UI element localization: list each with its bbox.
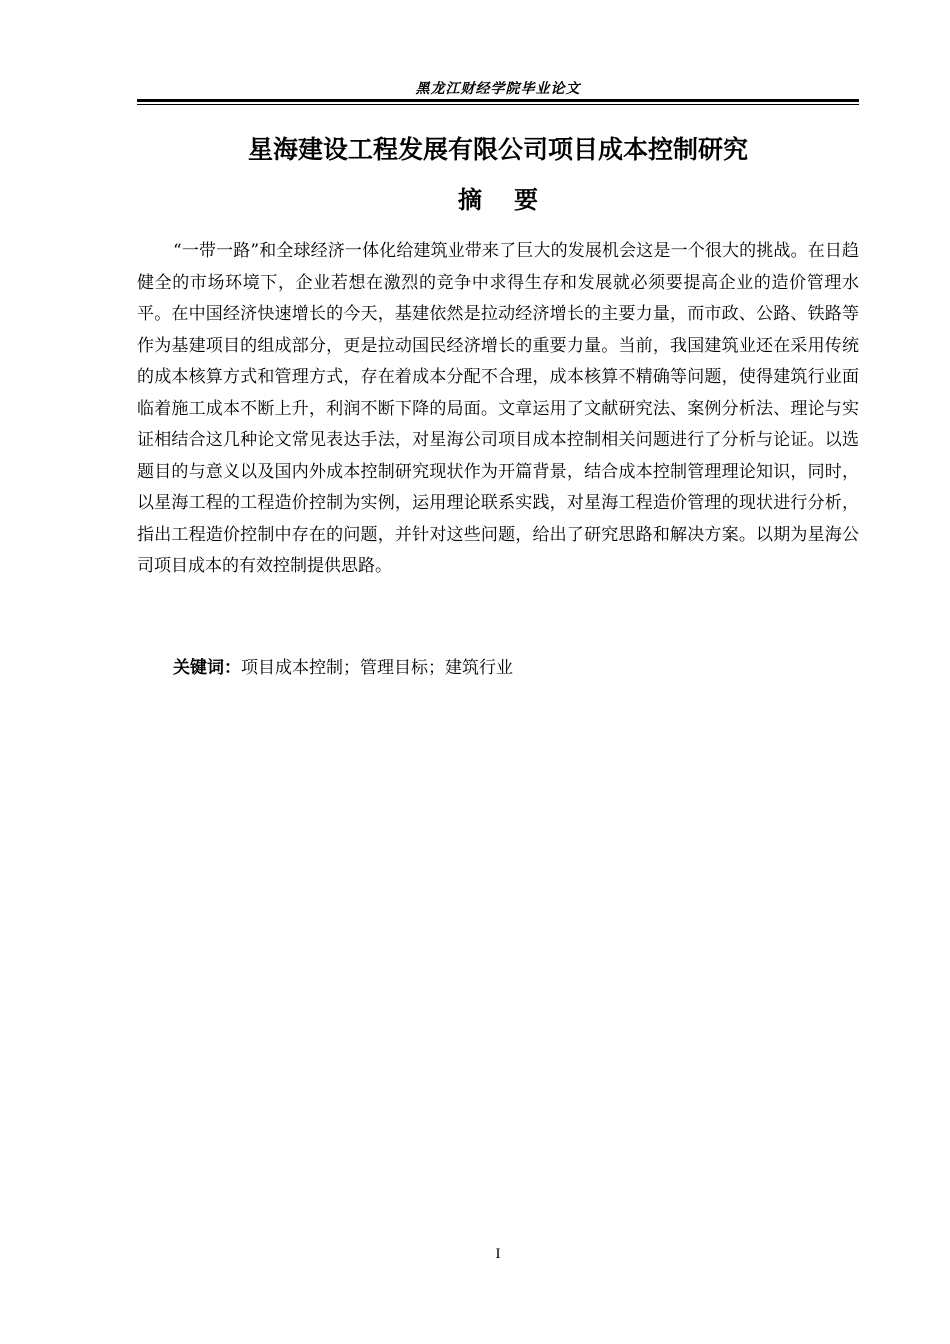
running-header: 黑龙江财经学院毕业论文 bbox=[415, 81, 581, 97]
abstract-paragraph: “一带一路”和全球经济一体化给建筑业带来了巨大的发展机会这是一个很大的挑战。在日趋健全的市场环境下，企业若想在激烈的竞争中求得生存和发展就必须要提高企业的造价管理水平。在中国经济快速增长的今天，基建依然是拉动经济增长的主要力量，而市政、公路、铁路等作为基建项目的组成部分，更是拉动国民经济增长的重要力量。当前，我国建筑业还在采用传统的成本核算方式和管理方式，存在着成本分配不合理，成本核算不精确等问题，使得建筑行业面临着施工成本不断上升，利润不断下降的局面。文章运用了文献研究法、案例分析法、理论与实证相结合这几种论文常见表达手法，对星海公司项目成本控制相关问题进行了分析与论证。以选题目的与意义以及国内外成本控制研究现状作为开篇背景，结合成本控制管理理论知识，同时，以星海工程的工程造价控制为实例，运用理论联系实践，对星海工程造价管理的现状进行分析，指出工程造价控制中存在的问题，并针对这些问题，给出了研究思路和解决方案。以期为星海公司项目成本的有效控制提供思路。 bbox=[137, 241, 859, 576]
page-number: I bbox=[495, 1246, 501, 1262]
keywords-line bbox=[173, 654, 513, 682]
header-rule-thick bbox=[137, 99, 859, 102]
keywords-value: 项目成本控制；管理目标；建筑行业 bbox=[241, 658, 513, 678]
document-title: 星海建设工程发展有限公司项目成本控制研究 bbox=[247, 135, 748, 164]
header-rule-thin bbox=[137, 104, 859, 105]
keywords-label: 关键词： bbox=[173, 658, 241, 678]
abstract-heading: 摘要 bbox=[458, 186, 570, 214]
